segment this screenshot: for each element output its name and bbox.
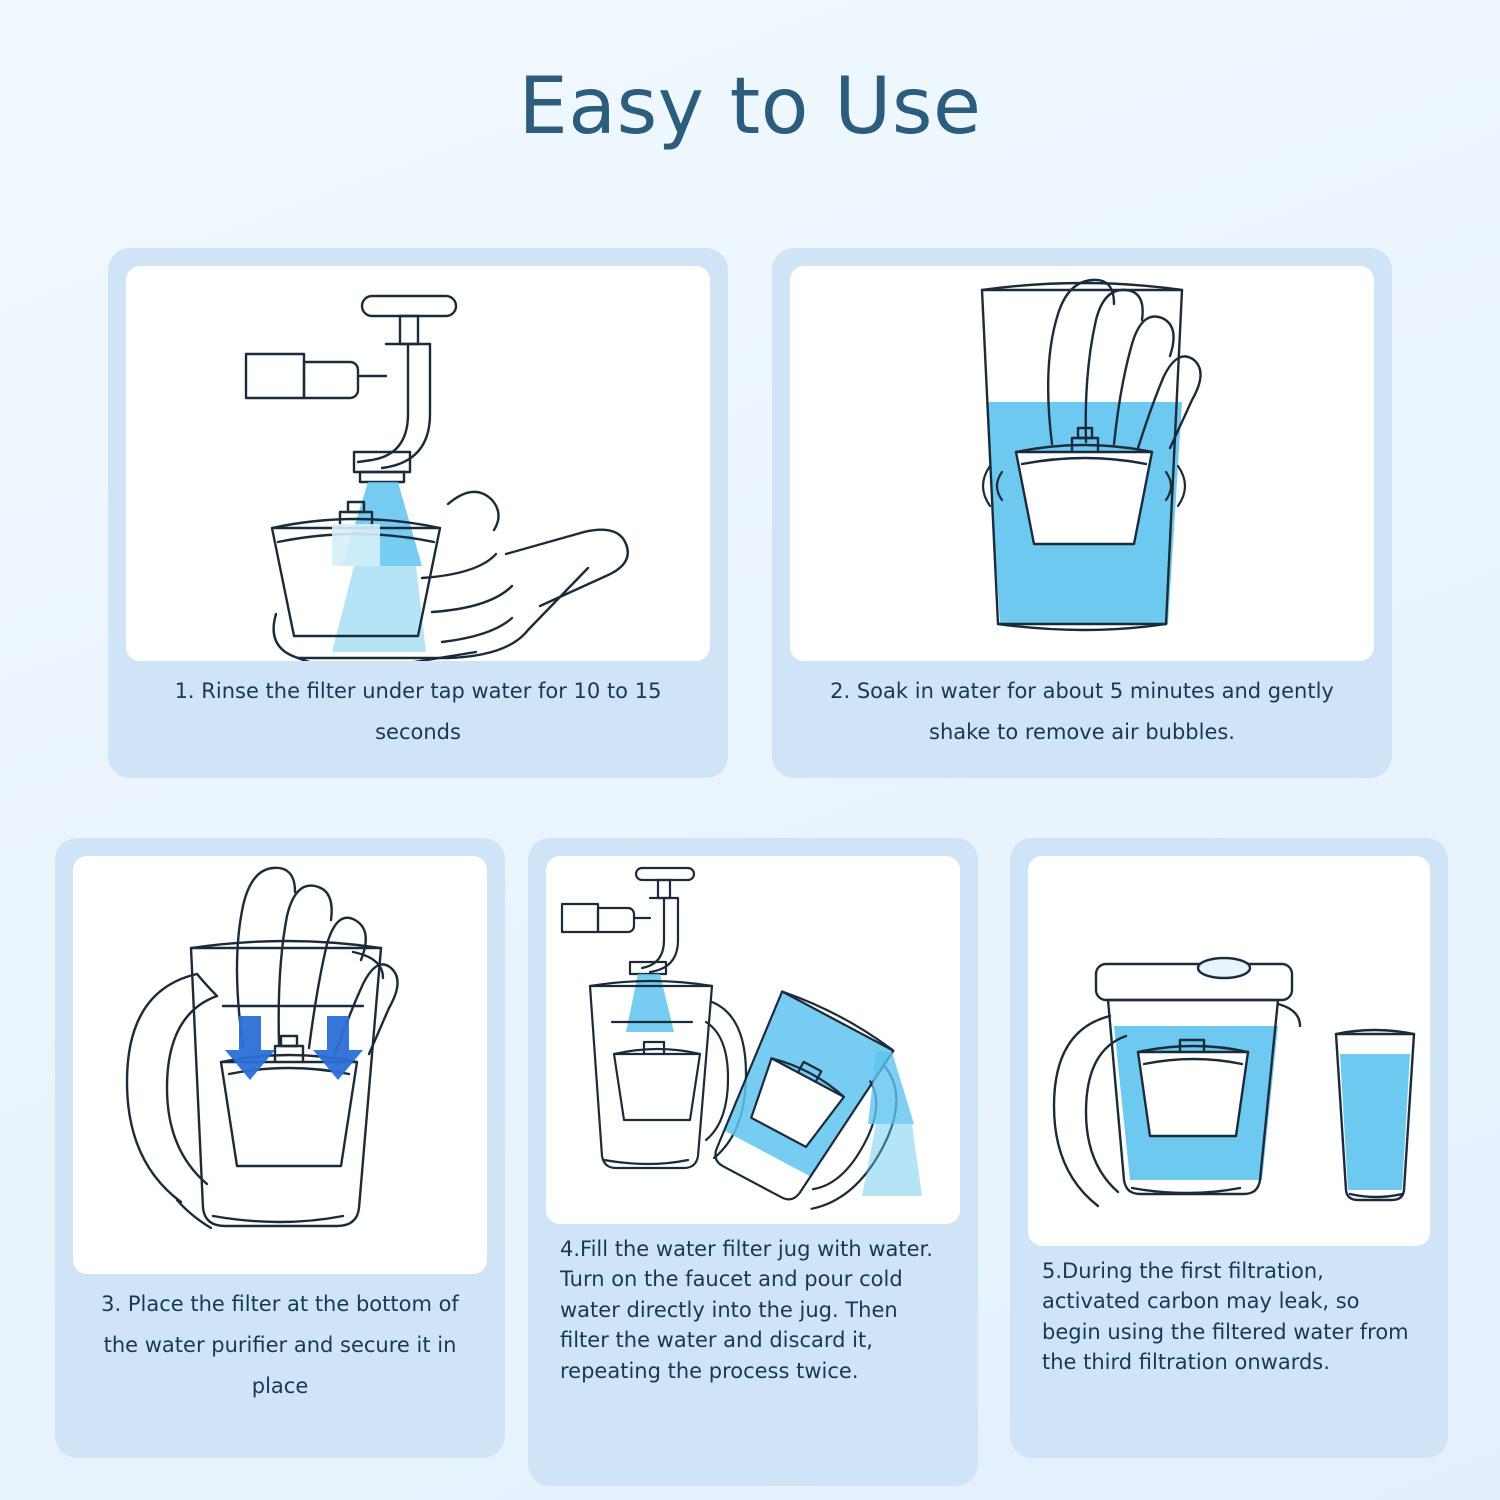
- step-2-illustration: [790, 266, 1374, 661]
- step-card-5: [1010, 838, 1448, 1458]
- step-1-caption: 1. Rinse the filter under tap water for 10 to 15 seconds: [174, 679, 662, 744]
- step-card-3: [55, 838, 505, 1458]
- step-2-caption: 2. Soak in water for about 5 minutes and gently shake to remove air bubbles.: [830, 679, 1334, 744]
- page-title: Easy to Use: [518, 62, 982, 152]
- step-3-illustration: [73, 856, 487, 1274]
- step-card-2: [772, 248, 1392, 778]
- step-3-caption: 3. Place the filter at the bottom of the water purifier and secure it in place: [101, 1292, 459, 1398]
- step-card-4: [528, 838, 978, 1486]
- step-4-caption: 4.Fill the water filter jug with water. Turn on the faucet and pour cold water directly into the jug. Then filter the water and discard it, repeating the process twice.: [560, 1237, 933, 1383]
- step-4-illustration: [546, 856, 960, 1224]
- step-card-1: [108, 248, 728, 778]
- step-5-caption: 5.During the first filtration, activated carbon may leak, so begin using the filtered water from the third filtration onwards.: [1042, 1259, 1409, 1375]
- step-1-illustration: [126, 266, 710, 661]
- step-5-illustration: [1028, 856, 1430, 1246]
